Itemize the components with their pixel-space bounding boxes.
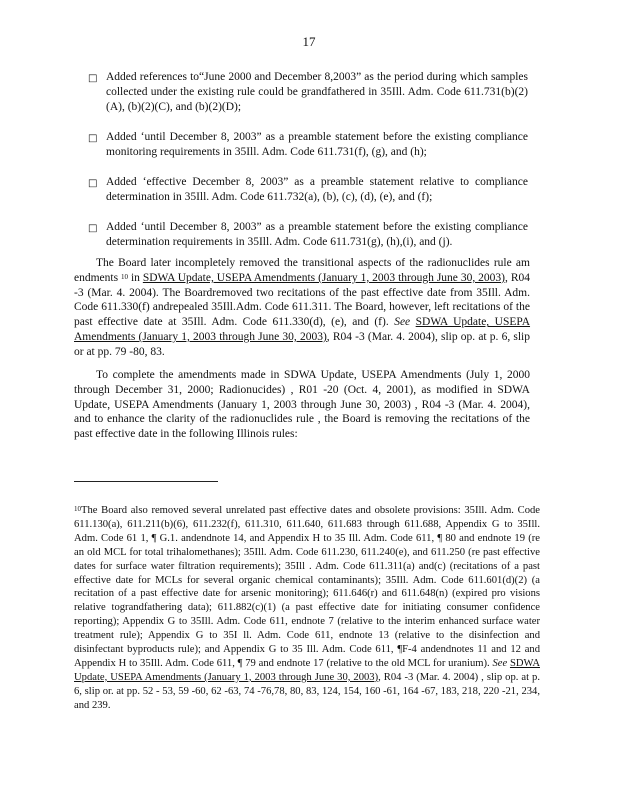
case-citation: SDWA Update, USEPA Amendments (January 1, 2003 through June 30, 2003) <box>74 316 531 343</box>
see-signal: See <box>492 657 508 669</box>
footnote-text: The Board also removed several unrelated past effective dates and obsolete provisions: 35Ill. Adm. Code 611.130(a), 611.211(b)(6), 611.232(f), 611.310, 611.640, 611.683 through 611.688, Appendix G to 35Ill. Adm. Code 61 1, ¶ G.1. andendnote 14, and Appendix H to 35 Ill. Adm. Code 611, ¶ 80 and endnote 19 (re an old MCL for total trihalomethanes); 35Ill. Adm. Code 611.230, 611.240(e), and 611.250 (re past effective dates for surface water filtration requirements); 35Ill . Adm. Code 611.311(a) and(c) (recitations of a past effective date for MCLs for several organic chemical contaminants); 35Ill. Adm. Code 611.601(d)(2) (a recitation of a past effective date for arsenic monitoring); 611.646(r) and 611.648(n) (expired pro visions relative tograndfathering data); 611.882(c)(1) (a past effective date for initiating consumer confidence reporting); Appendix G to 35Ill. Adm. Code 611, endnote 7 (relative to the interim enhanced surface water treatment rule); Appendix G to 35I ll. Adm. Code 611, endnote 13 (relative to the disinfection and disinfectant byproducts rule); and Appendix G to 35 Ill. Adm. Code 611, ¶F-4 andendnotes 11 and 12 and Appendix H to 35Ill. Adm. Code 611, ¶ 79 and endnote 17 (relative to the old MCL for uranium). <box>74 505 540 669</box>
bullet-item <box>88 130 528 160</box>
bullet-list <box>88 70 528 265</box>
checkbox-bullet-icon: □ <box>88 133 98 144</box>
checkbox-bullet-icon: □ <box>88 223 98 234</box>
checkbox-bullet-icon: □ <box>88 73 98 84</box>
para-text: , R04 -3 (Mar. 4. 2004), slip op. at p. 6, slip or at pp. 79 -80, 83. <box>74 330 530 358</box>
footnote-divider <box>74 481 218 482</box>
bullet-item <box>88 175 528 205</box>
page-number: 17 <box>302 34 316 49</box>
paragraph-board-later <box>74 256 530 360</box>
para-text: , R04 -3 (Mar. 4. 2004). The Boardremoved two recitations of the past effective date from 35Ill. Adm. Code 611.330(f) andrepealed 35Ill.Adm. Code 611.311. The Board, however, left recitations of the past effective date at 35Ill. Adm. Code 611.330(d), (e), and (f). <box>74 271 530 329</box>
see-signal: See <box>394 316 411 329</box>
bullet-item <box>88 220 528 250</box>
bullet-item <box>88 70 528 115</box>
footnote-reference[interactable]: 10 <box>121 272 129 281</box>
para-text: in <box>128 271 143 284</box>
footnote <box>74 504 540 713</box>
paragraph-to-complete: To complete the amendments made in SDWA Update, USEPA Amendments (July 1, 2000 through December 31, 2000; Radionucides) , R01 -20 (Oct. 4, 2001), as modified in SDWA Update, USEPA Amendments (January 1, 2003 through June 30, 2003) , R04 -3 (Mar. 4. 2004), and to enhance the clarity of the radionuclides rule , the Board is removing the recitations of the past effective date in the following Illinois rules: <box>74 369 530 441</box>
case-citation: SDWA Update, USEPA Amendments (January 1, 2003 through June 30, 2003) <box>142 271 505 284</box>
footnote-marker: 10 <box>74 505 81 513</box>
case-citation: SDWA Update, USEPA Amendments (January 1, 2003 through June 30, 2003) <box>74 657 540 683</box>
bullet-text: Added ‘effective December 8, 2003” as a preamble statement relative to compliance determination in 35Ill. Adm. Code 611.732(a), (b), (c), (d), (e), and (f); <box>106 176 528 203</box>
checkbox-bullet-icon: □ <box>88 178 98 189</box>
bullet-text: Added ‘until December 8, 2003” as a preamble statement before the existing compliance monitoring requirements in 35Ill. Adm. Code 611.731(f), (g), and (h); <box>106 131 528 158</box>
para-text: The Board later incompletely removed the transitional aspects of the radionuclides rule am endments <box>74 257 530 284</box>
footnote-text: , R04 -3 (Mar. 4. 2004) , slip op. at p. 6, slip or. at pp. 52 - 53, 59 -60, 62 -63, 74 -76,78, 80, 83, 124, 154, 160 -61, 164 -67, 183, 218, 220 -21, 234, and 239. <box>74 671 540 711</box>
bullet-text: Added references to“June 2000 and December 8,2003” as the period during which samples collected under the existing rule could be grandfathered in 35Ill. Adm. Code 611.731(b)(2)(A), (b)(2)(C), and (b)(2)(D); <box>106 71 528 113</box>
bullet-text: Added ‘until December 8, 2003” as a preamble statement before the existing compliance determination requirements in 35Ill. Adm. Code 611.731(g), (h),(i), and (j). <box>106 221 528 248</box>
